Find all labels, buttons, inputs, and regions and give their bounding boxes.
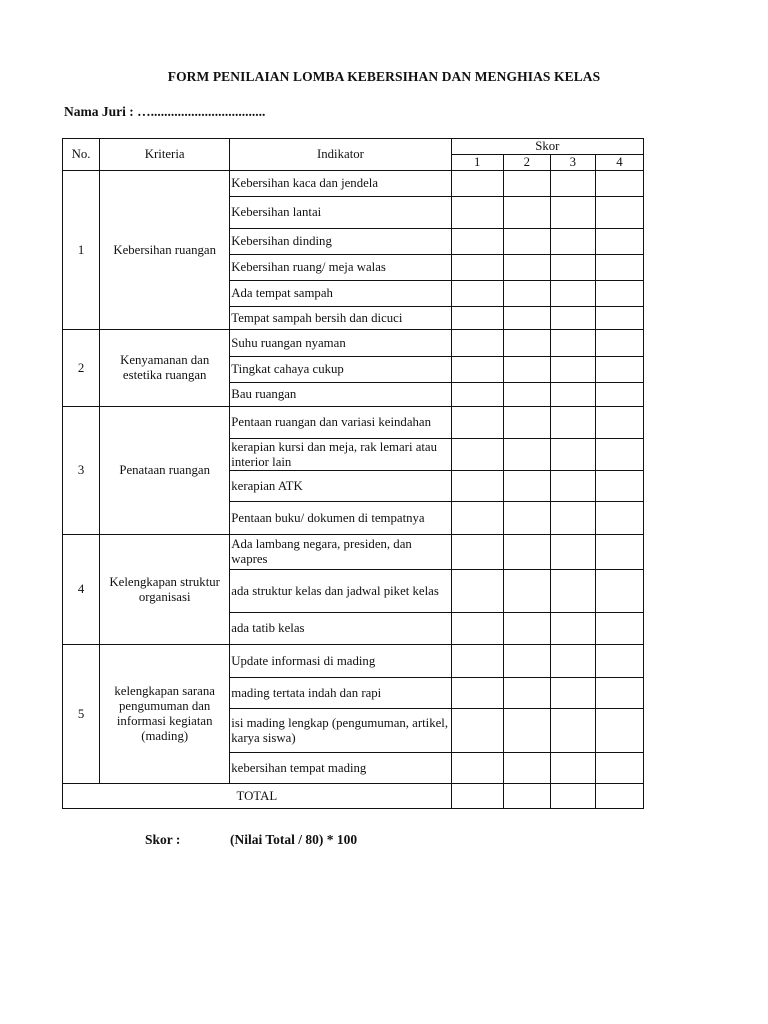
score-cell[interactable]	[451, 383, 503, 407]
score-cell[interactable]	[451, 570, 503, 613]
group-number: 4	[63, 535, 100, 645]
score-cell[interactable]	[550, 709, 595, 753]
score-cell[interactable]	[550, 645, 595, 678]
score-cell[interactable]	[595, 171, 643, 197]
score-cell[interactable]	[550, 383, 595, 407]
score-cell[interactable]	[503, 753, 550, 784]
indikator-cell: Kebersihan lantai	[230, 197, 451, 229]
score-cell[interactable]	[503, 255, 550, 281]
table-row	[63, 407, 644, 439]
score-cell[interactable]	[503, 471, 550, 502]
score-cell[interactable]	[451, 645, 503, 678]
score-cell[interactable]	[550, 784, 595, 809]
score-cell[interactable]	[550, 502, 595, 535]
score-cell[interactable]	[595, 383, 643, 407]
table-row	[63, 330, 644, 357]
assessment-table	[62, 138, 644, 809]
score-cell[interactable]	[550, 171, 595, 197]
score-cell[interactable]	[503, 709, 550, 753]
group-number: 2	[63, 330, 100, 407]
score-cell[interactable]	[550, 281, 595, 307]
score-cell[interactable]	[595, 502, 643, 535]
score-cell[interactable]	[550, 307, 595, 330]
indikator-cell: Pentaan ruangan dan variasi keindahan	[230, 407, 451, 439]
score-cell[interactable]	[595, 678, 643, 709]
score-cell[interactable]	[451, 613, 503, 645]
indikator-cell: kebersihan tempat mading	[230, 753, 451, 784]
score-cell[interactable]	[595, 709, 643, 753]
score-cell[interactable]	[550, 255, 595, 281]
score-cell[interactable]	[503, 307, 550, 330]
score-cell[interactable]	[451, 784, 503, 809]
skor-formula: (Nilai Total / 80) * 100	[230, 832, 358, 847]
indikator-cell: Pentaan buku/ dokumen di tempatnya	[230, 502, 451, 535]
indikator-cell: Ada lambang negara, presiden, dan wapres	[230, 535, 451, 570]
indikator-cell: ada struktur kelas dan jadwal piket kelas	[230, 570, 451, 613]
header-score-4: 4	[595, 155, 643, 171]
score-cell[interactable]	[503, 197, 550, 229]
score-cell[interactable]	[503, 439, 550, 471]
group-kriteria: kelengkapan sarana pengumuman dan informasi kegiatan (mading)	[100, 645, 230, 784]
score-cell[interactable]	[595, 407, 643, 439]
score-cell[interactable]	[595, 255, 643, 281]
score-cell[interactable]	[595, 357, 643, 383]
group-kriteria: Penataan ruangan	[100, 407, 230, 535]
score-cell[interactable]	[503, 383, 550, 407]
group-kriteria: Kebersihan ruangan	[100, 171, 230, 330]
indikator-cell: kerapian ATK	[230, 471, 451, 502]
score-cell[interactable]	[550, 357, 595, 383]
juri-name-line: Nama Juri : …..................................	[64, 104, 266, 119]
score-cell[interactable]	[595, 471, 643, 502]
form-title: FORM PENILAIAN LOMBA KEBERSIHAN DAN MENGHIAS KELAS	[167, 69, 601, 84]
indikator-cell: isi mading lengkap (pengumuman, artikel, karya siswa)	[230, 709, 451, 753]
score-cell[interactable]	[503, 229, 550, 255]
skor-label: Skor :	[145, 832, 181, 847]
score-cell[interactable]	[550, 229, 595, 255]
score-cell[interactable]	[550, 439, 595, 471]
score-cell[interactable]	[550, 471, 595, 502]
score-cell[interactable]	[503, 407, 550, 439]
score-cell[interactable]	[451, 229, 503, 255]
score-cell[interactable]	[503, 678, 550, 709]
header-score-2: 2	[503, 155, 550, 171]
score-cell[interactable]	[503, 281, 550, 307]
score-cell[interactable]	[451, 753, 503, 784]
score-cell[interactable]	[595, 439, 643, 471]
indikator-cell: ada tatib kelas	[230, 613, 451, 645]
table-row	[63, 171, 644, 197]
score-cell[interactable]	[451, 407, 503, 439]
total-row	[63, 784, 644, 809]
score-cell[interactable]	[451, 171, 503, 197]
header-score-1: 1	[451, 155, 503, 171]
score-cell[interactable]	[503, 784, 550, 809]
header-score-3: 3	[550, 155, 595, 171]
score-cell[interactable]	[503, 613, 550, 645]
score-cell[interactable]	[550, 330, 595, 357]
header-indikator: Indikator	[230, 139, 451, 171]
score-cell[interactable]	[451, 439, 503, 471]
score-cell[interactable]	[550, 407, 595, 439]
indikator-cell: Tempat sampah bersih dan dicuci	[230, 307, 451, 330]
score-cell[interactable]	[503, 645, 550, 678]
score-cell[interactable]	[451, 281, 503, 307]
score-cell[interactable]	[503, 357, 550, 383]
score-cell[interactable]	[550, 197, 595, 229]
score-cell[interactable]	[451, 535, 503, 570]
indikator-cell: Ada tempat sampah	[230, 281, 451, 307]
score-cell[interactable]	[503, 171, 550, 197]
score-cell[interactable]	[595, 307, 643, 330]
indikator-cell: mading tertata indah dan rapi	[230, 678, 451, 709]
score-cell[interactable]	[550, 570, 595, 613]
score-cell[interactable]	[595, 753, 643, 784]
score-cell[interactable]	[451, 255, 503, 281]
score-cell[interactable]	[451, 678, 503, 709]
indikator-cell: Update informasi di mading	[230, 645, 451, 678]
indikator-cell: Tingkat cahaya cukup	[230, 357, 451, 383]
score-cell[interactable]	[595, 281, 643, 307]
header-no: No.	[63, 139, 100, 171]
score-cell[interactable]	[550, 753, 595, 784]
score-cell[interactable]	[550, 678, 595, 709]
group-number: 5	[63, 645, 100, 784]
group-number: 3	[63, 407, 100, 535]
header-skor: Skor	[451, 139, 643, 155]
score-cell[interactable]	[595, 570, 643, 613]
score-cell[interactable]	[550, 535, 595, 570]
indikator-cell: kerapian kursi dan meja, rak lemari atau interior lain	[230, 439, 451, 471]
score-cell[interactable]	[550, 613, 595, 645]
table-row	[63, 645, 644, 678]
indikator-cell: Kebersihan dinding	[230, 229, 451, 255]
group-kriteria: Kenyamanan dan estetika ruangan	[100, 330, 230, 407]
indikator-cell: Bau ruangan	[230, 383, 451, 407]
score-cell[interactable]	[451, 502, 503, 535]
group-kriteria: Kelengkapan struktur organisasi	[100, 535, 230, 645]
indikator-cell: Suhu ruangan nyaman	[230, 330, 451, 357]
header-kriteria: Kriteria	[100, 139, 230, 171]
score-cell[interactable]	[451, 357, 503, 383]
score-cell[interactable]	[451, 330, 503, 357]
score-cell[interactable]	[503, 330, 550, 357]
score-cell[interactable]	[451, 307, 503, 330]
score-cell[interactable]	[451, 471, 503, 502]
score-cell[interactable]	[595, 197, 643, 229]
group-number: 1	[63, 171, 100, 330]
score-cell[interactable]	[503, 502, 550, 535]
total-label: TOTAL	[63, 784, 452, 809]
score-cell[interactable]	[595, 645, 643, 678]
score-cell[interactable]	[595, 229, 643, 255]
score-cell[interactable]	[503, 570, 550, 613]
score-cell[interactable]	[451, 197, 503, 229]
score-cell[interactable]	[595, 784, 643, 809]
score-cell[interactable]	[503, 535, 550, 570]
indikator-cell: Kebersihan ruang/ meja walas	[230, 255, 451, 281]
table-row	[63, 535, 644, 570]
score-cell[interactable]	[595, 613, 643, 645]
score-cell[interactable]	[595, 535, 643, 570]
indikator-cell: Kebersihan kaca dan jendela	[230, 171, 451, 197]
score-cell[interactable]	[595, 330, 643, 357]
score-cell[interactable]	[451, 709, 503, 753]
